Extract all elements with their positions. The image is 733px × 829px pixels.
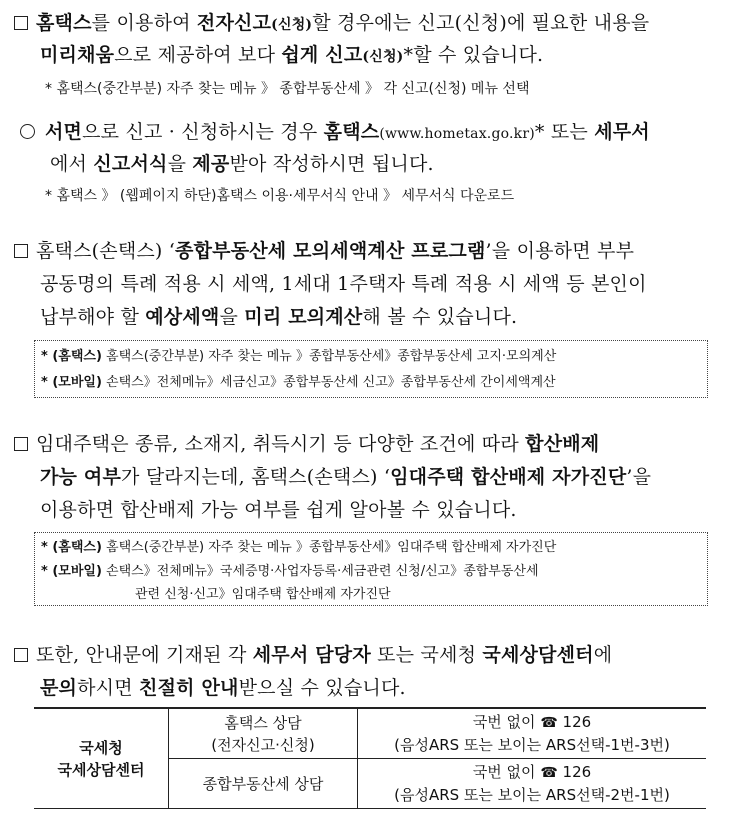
row2-value	[358, 759, 707, 809]
circle-bullet-icon	[20, 124, 35, 139]
sec4-line3: 이용하면 합산배제 가능 여부를 쉽게 알아볼 수 있습니다.	[40, 499, 517, 521]
row1-value	[358, 708, 707, 759]
sec4-note3: 관련 신청·신고》임대주택 합산배제 자가진단	[135, 587, 391, 602]
sec1-line1: 홈택스를 이용하여 전자신고(신청)할 경우에는 신고(신청)에 필요한 내용을	[14, 8, 649, 35]
contact-header-line1: 국세청	[79, 738, 123, 757]
sec4-note-box	[34, 532, 708, 606]
sec3-line2: 공동명의 특례 적용 시 세액, 1세대 1주택자 특례 적용 시 세액 등 본인이	[40, 273, 647, 295]
sec5-line1: 또한, 안내문에 기재된 각 세무서 담당자 또는 국세청 국세상담센터에	[14, 640, 612, 667]
sec1-note: * 홈택스(중간부분) 자주 찾는 메뉴 》 종합부동산세 》 각 신고(신청) 메뉴 선택	[45, 81, 530, 97]
sec4-note2: * (모바일) 손택스》전체메뉴》국세증명·사업자등록·세금관련 신청/신고》종합부동산세	[41, 564, 539, 579]
phone-icon: ☎	[540, 715, 558, 731]
sec2-note: * 홈택스 》 (웹페이지 하단)홈택스 이용·세무서식 안내 》 세무서식 다운로드	[45, 188, 515, 204]
sec2-line2: 에서 신고서식을 제공받아 작성하시면 됩니다.	[50, 153, 434, 175]
phone-icon: ☎	[540, 765, 558, 781]
sec1-line2: 미리채움으로 제공하여 보다 쉽게 신고(신청)*할 수 있습니다.	[40, 44, 544, 66]
square-bullet-icon	[14, 648, 28, 662]
row2-ars: (음성ARS 또는 보이는 ARS선택-2번-1번)	[394, 786, 670, 804]
sec3-line3: 납부해야 할 예상세액을 미리 모의계산해 볼 수 있습니다.	[40, 306, 518, 328]
sec3-note-box	[34, 340, 708, 398]
square-bullet-icon	[14, 16, 28, 30]
row1-label-line2: (전자신고·신청)	[211, 735, 315, 754]
row2-label: 종합부동산세 상담	[169, 759, 358, 809]
row1-label-line1: 홈택스 상담	[224, 713, 302, 732]
sec3-line1: 홈택스(손택스) ‘종합부동산세 모의세액계산 프로그램’을 이용하면 부부	[14, 236, 634, 263]
row1-ars: (음성ARS 또는 보이는 ARS선택-1번-3번)	[394, 736, 670, 754]
sec5-line2: 문의하시면 친절히 안내받으실 수 있습니다.	[40, 677, 406, 699]
contact-header-line2: 국세상담센터	[57, 760, 145, 779]
square-bullet-icon	[14, 437, 28, 451]
sec3-note2: * (모바일) 손택스》전체메뉴》세금신고》종합부동산세 신고》종합부동산세 간이세액계산	[41, 375, 556, 390]
sec4-line2: 가능 여부가 달라지는데, 홈택스(손택스) ‘임대주택 합산배제 자가진단’을	[40, 466, 652, 488]
contact-header	[34, 708, 169, 809]
contact-table	[34, 707, 706, 809]
row1-phone-line: 국번 없이 ☎ 126	[362, 711, 702, 734]
sec2-line1: 서면으로 신고 · 신청하시는 경우 홈택스(www.hometax.go.kr)* 또는 세무서	[20, 117, 650, 144]
sec4-line1: 임대주택은 종류, 소재지, 취득시기 등 다양한 조건에 따라 합산배제	[14, 429, 599, 456]
row2-phone-line: 국번 없이 ☎ 126	[362, 761, 702, 784]
square-bullet-icon	[14, 244, 28, 258]
sec4-note1: * (홈택스) 홈택스(중간부분) 자주 찾는 메뉴 》종합부동산세》임대주택 합산배제 자가진단	[41, 540, 557, 555]
sec3-note1: * (홈택스) 홈택스(중간부분) 자주 찾는 메뉴 》종합부동산세》종합부동산세 고지·모의계산	[41, 349, 557, 364]
row1-label	[169, 708, 358, 759]
